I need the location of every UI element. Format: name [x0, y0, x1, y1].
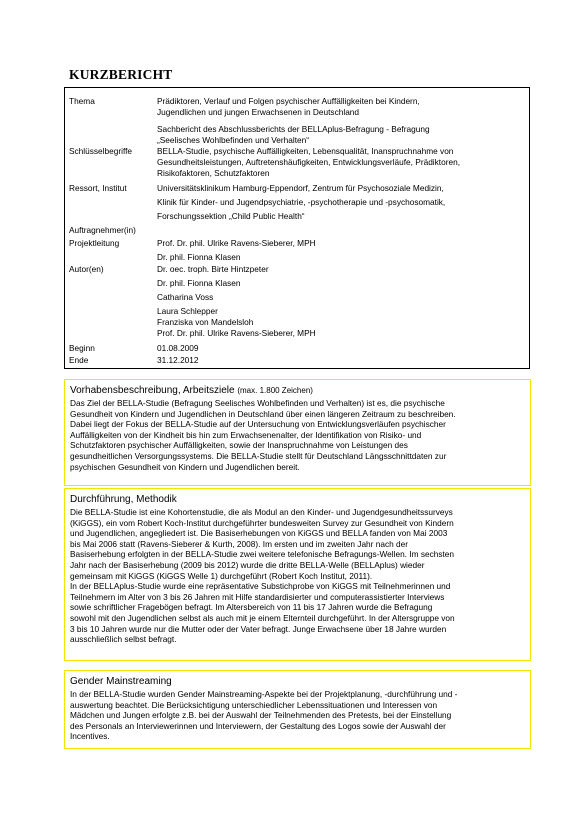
body-line: bis Mai 2006 statt (Ravens-Sieberer & Kurth, 2008). Im ersten und im zweiten Jahr nach der: [70, 538, 409, 549]
body-line: Gesundheit von Kindern und Jugendlichen in Deutschland über einen längeren Zeitraum zu beschreiben.: [70, 408, 456, 419]
meta-key: Thema: [69, 96, 95, 106]
meta-line: Forschungssektion „Child Public Health“: [157, 211, 305, 221]
body-line: psychischen Gesundheit von Kindern und Jugendlichen bereit.: [70, 461, 300, 472]
meta-key: Beginn: [69, 343, 95, 353]
body-line: sowohl mit den Jugendlichen selbst als auch mit je einem Elternteil durchgeführt. In der Altersgruppe von: [70, 612, 455, 623]
body-line: Jahr nach der Basiserhebung (2009 bis 2012) wurde die dritte BELLA-Welle (BELLAplus) wieder: [70, 559, 425, 570]
meta-value: [157, 183, 525, 222]
meta-value: [157, 238, 525, 263]
meta-value: [157, 96, 525, 118]
meta-line: Sachbericht des Abschlussberichts der BELLAplus-Befragung - Befragung: [157, 124, 430, 134]
meta-value: 31.12.2012: [157, 355, 199, 365]
meta-value: 01.08.2009: [157, 343, 199, 353]
body-line: Schutzfaktoren psychischer Auffälligkeiten, sowie der Inanspruchnahme von Leistungen des: [70, 440, 408, 451]
section-body: [70, 398, 525, 472]
body-line: (KiGGS), ein vom Robert Koch-Institut durchgeführter bundesweiten Survey zur Gesundheit von Kindern: [70, 517, 454, 528]
page-title: KURZBERICHT: [69, 67, 173, 82]
meta-key: Ressort, Institut: [69, 183, 127, 193]
metadata-table: [64, 87, 530, 369]
body-line: Dabei liegt der Fokus der BELLA-Studie auf der Untersuchung von Entwicklungsverläufen psychischer: [70, 419, 446, 430]
body-line: gemeinsam mit KiGGS (KiGGS Welle 1) durchgeführt (Robert Koch Institut, 2011).: [70, 570, 373, 581]
body-line: und Jugendlichen, angegliedert ist. Die Basiserhebungen von KiGGS und BELLA fanden von Mai 2003: [70, 528, 448, 539]
section-gender-mainstreaming: [64, 670, 531, 749]
meta-line: Gesundheitsleistungen, Auftretenshäufigkeiten, Entwicklungsverläufe, Prädiktoren,: [157, 157, 461, 167]
meta-line: Dr. phil. Fionna Klasen: [157, 252, 241, 262]
meta-value: [157, 124, 525, 146]
body-line: auswertung beachtet. Die Berücksichtigung unterschiedlicher Lebenssituationen und Interessen von: [70, 699, 438, 710]
body-line: sowie schriftlicher Fragebögen befragt. Im Altersbereich von 11 bis 17 Jahren wurde die Befragung: [70, 602, 433, 613]
meta-value: [157, 264, 525, 339]
meta-line: Jugendlichen und jungen Erwachsenen in Deutschland: [157, 107, 360, 117]
body-line: Das Ziel der BELLA-Studie (Befragung Seelisches Wohlbefinden und Verhalten) ist es, die psychische: [70, 398, 445, 408]
meta-line: Catharina Voss: [157, 292, 214, 302]
meta-key: Projektleitung: [69, 238, 120, 248]
body-line: Basiserhebung erfolgten in der BELLA-Studie zwei weitere telefonische Befragungs-Wellen. Im sechsten: [70, 549, 455, 560]
body-line: Auffälligkeiten von der Kindheit bis hin zum Erwachsenenalter, der Identifikation von Risiko- und: [70, 429, 422, 440]
meta-line: Prädiktoren, Verlauf und Folgen psychischer Auffälligkeiten bei Kindern,: [157, 96, 420, 106]
meta-line: Klinik für Kinder- und Jugendpsychiatrie, -psychotherapie und -psychosomatik,: [157, 197, 446, 207]
meta-line: Prof. Dr. phil. Ulrike Ravens-Sieberer, MPH: [157, 328, 316, 338]
body-line: Mädchen und Jungen erfolgte z.B. bei der Auswahl der Teilnehmenden des Pretests, bei der Einstellung: [70, 710, 452, 721]
meta-line: BELLA-Studie, psychische Auffälligkeiten, Lebensqualität, Inanspruchnahme von: [157, 146, 454, 156]
section-heading: Gender Mainstreaming: [70, 676, 172, 687]
body-line: Teilnehmern im Alter von 3 bis 26 Jahren mit Hilfe standardisierter und computerassistierter Interviews: [70, 591, 445, 602]
section-heading-text: Vorhabensbeschreibung, Arbeitsziele: [70, 385, 235, 396]
section-heading-note: (max. 1.800 Zeichen): [237, 386, 313, 395]
meta-line: Franziska von Mandelsloh: [157, 317, 254, 327]
section-body: [70, 507, 525, 645]
section-heading: Durchführung, Methodik: [70, 494, 177, 505]
meta-line: „Seelisches Wohlbefinden und Verhalten“: [157, 135, 310, 145]
body-line: gesundheitlichen Versorgungssystems. Die BELLA-Studie stellt für Deutschland Längsschnittdaten zur: [70, 450, 447, 461]
meta-key: Autor(en): [69, 264, 104, 274]
section-heading: [70, 385, 525, 397]
body-line: des Personals an Interviewerinnen und Interviewern, der Gestaltung des Logos sowie der Auswahl der: [70, 720, 446, 731]
section-body: [70, 689, 525, 742]
meta-key: Ende: [69, 355, 89, 365]
section-vorhabensbeschreibung: [64, 379, 531, 486]
body-line: In der BELLA-Studie wurden Gender Mainstreaming-Aspekte bei der Projektplanung, -durchführung und -: [70, 689, 458, 699]
meta-value: [157, 146, 525, 179]
meta-line: Dr. phil. Fionna Klasen: [157, 278, 241, 288]
meta-key: Schlüsselbegriffe: [69, 146, 133, 156]
body-line: Die BELLA-Studie ist eine Kohortenstudie, die als Modul an den Kinder- und Jugendgesundheitssurveys: [70, 507, 453, 517]
section-durchfuehrung: [64, 488, 531, 661]
meta-line: Risikofaktoren, Schutzfaktoren: [157, 168, 270, 178]
meta-key: Auftragnehmer(in): [69, 225, 136, 235]
meta-line: Prof. Dr. phil. Ulrike Ravens-Sieberer, MPH: [157, 238, 316, 248]
meta-line: Universitätsklinikum Hamburg-Eppendorf, Zentrum für Psychosoziale Medizin,: [157, 183, 444, 193]
meta-line: Laura Schlepper: [157, 306, 218, 316]
body-line: In der BELLAplus-Studie wurde eine repräsentative Substichprobe von KiGGS mit Teilnehmerinnen und: [70, 581, 451, 592]
body-line: Incentives.: [70, 731, 110, 742]
body-line: 3 bis 10 Jahren wurde nur die Mutter oder der Vater befragt. Junge Erwachsene über 18 Jahre wurden: [70, 623, 447, 634]
meta-line: Dr. oec. troph. Birte Hintzpeter: [157, 264, 269, 274]
body-line: ausschließlich selbst befragt.: [70, 634, 177, 645]
